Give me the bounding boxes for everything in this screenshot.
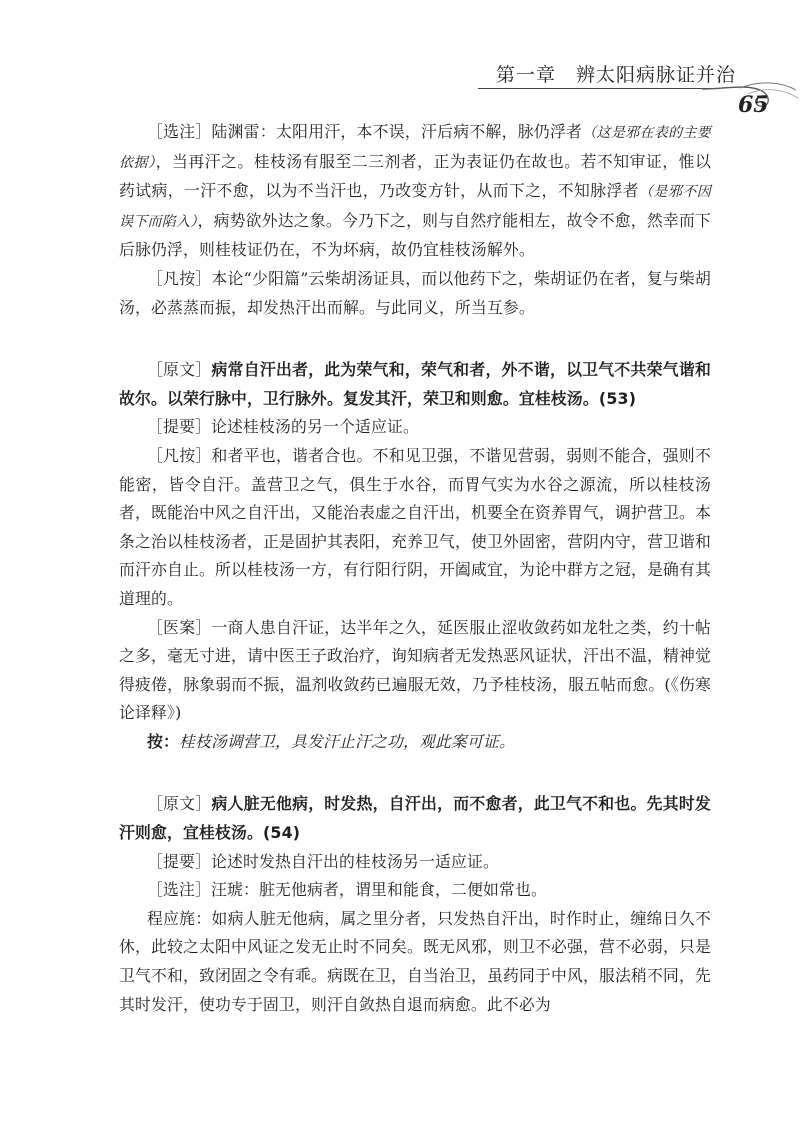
paragraph-text: 一商人患自汗证，达半年之久，延医服止涩收敛药如龙牡之类，约十帖之多，毫无寸进，请中医王子政治疗，询知病者无发热恶风证状，汗出不温，精神觉得疲倦，脉象弱而不振，温剂收敛药已遍服无效，乃予桂枝汤，服五帖而愈。(《伤寒论译释》) [119, 617, 712, 723]
paragraph-text: 论述时发热自汗出的桂枝汤另一适应证。 [211, 851, 499, 871]
paragraph-text: 桂枝汤调营卫，具发汗止汗之功，观此案可证。 [179, 731, 515, 751]
original-text: 病常自汗出者，此为荣气和，荣气和者，外不谐，以卫气不共荣气谐和故尔。以荣行脉中，卫行脉外。复发其汗，荣卫和则愈。宜桂枝汤。(53) [119, 360, 712, 408]
paragraph-text: 陆渊雷：太阳用汗，本不误，汗后病不解，脉仍浮者 [211, 122, 583, 141]
paragraph-text: 汪琥：脏无他病者，谓里和能食，二便如常也。 [211, 880, 547, 900]
page-header [0, 0, 800, 125]
section-label: ［凡按］ [147, 268, 212, 288]
paragraph-cheng-yingmao [119, 905, 711, 1019]
section-label: ［提要］ [147, 417, 211, 437]
paragraph-fanan-1 [119, 265, 711, 322]
paragraph-text: 论述桂枝汤的另一个适应证。 [211, 417, 419, 437]
paragraph-fanan-2 [119, 442, 711, 614]
paragraph-an [119, 728, 711, 757]
inline-annotation: （是邪不因误下而陷入） [119, 184, 711, 230]
section-label: ［原文］ [147, 360, 212, 380]
section-label: ［提要］ [147, 851, 211, 871]
section-label: ［原文］ [147, 794, 212, 814]
original-text: 病人脏无他病，时发热，自汗出，而不愈者，此卫气不和也。先其时发汗则愈，宜桂枝汤。(54) [119, 794, 712, 843]
section-label: ［医案］ [147, 617, 212, 637]
section-label: ［凡按］ [147, 445, 212, 465]
paragraph-yuanwen-53 [119, 356, 711, 413]
inline-annotation: （这是邪在表的主要依据） [119, 125, 711, 171]
section-gap [119, 322, 711, 356]
chapter-title: 第一章 辨太阳病脉证并治 [496, 64, 737, 86]
page-number: 65 [738, 92, 769, 118]
paragraph-tiyao-1 [119, 413, 711, 442]
section-gap [119, 756, 711, 790]
section-label: ［选注］ [147, 880, 211, 900]
paragraph-xuanzhu-1 [119, 118, 711, 265]
paragraph-text: ，病势欲外达之象。今乃下之，则与自然疗能相左，故令不愈，然幸而下后脉仍浮，则桂枝证仍在，不为坏病，故仍宜桂枝汤解外。 [119, 210, 712, 260]
paragraph-yuanwen-54 [119, 790, 711, 847]
paragraph-tiyao-2 [119, 848, 711, 877]
paragraph-text: 本论“少阳篇”云柴胡汤证具，而以他药下之，柴胡证仍在者，复与柴胡汤，必蒸蒸而振，却发热汗出而解。与此同义，所当互参。 [119, 268, 711, 317]
section-label: ［选注］ [147, 122, 212, 141]
paragraph-xuanzhu-2 [119, 876, 711, 905]
paragraph-yian [119, 614, 711, 728]
page-body [119, 118, 711, 1019]
paragraph-text: ，当再汗之。桂枝汤有服至二三剂者，正为表证仍在故也。若不知审证，惟以药试病，一汗不愈，以为不当汗也，乃改变方针，从而下之，不知脉浮者 [119, 151, 711, 201]
paragraph-text: 程应旄：如病人脏无他病，属之里分者，只发热自汗出，时作时止，缠绵日久不休，此较之太阳中风证之发无止时不同矣。既无风邪，则卫不必强，营不必弱，只是卫气不和，致闭固之令有乖。病既在卫，自当治卫，虽药同于中风，服法稍不同，先其时发汗，使功专于固卫，则汗自敛热自退而病愈。此不必为 [119, 908, 711, 1014]
header-rule [478, 88, 718, 89]
section-label: 按： [147, 731, 179, 751]
paragraph-text: 和者平也，谐者合也。不和见卫强，不谐见营弱，弱则不能合，强则不能密，皆令自汗。盖营卫之气，俱生于水谷，而胃气实为水谷之源流，所以桂枝汤者，既能治中风之自汗出，又能治表虚之自汗出，机要全在资养胃气，调护营卫。本条之治以桂枝汤者，正是固护其表阳，充养卫气，使卫外固密，营阴内守，营卫谐和而汗亦自止。所以桂枝汤一方，有行阳行阴，开阖咸宜，为论中群方之冠，是确有其道理的。 [119, 445, 712, 608]
